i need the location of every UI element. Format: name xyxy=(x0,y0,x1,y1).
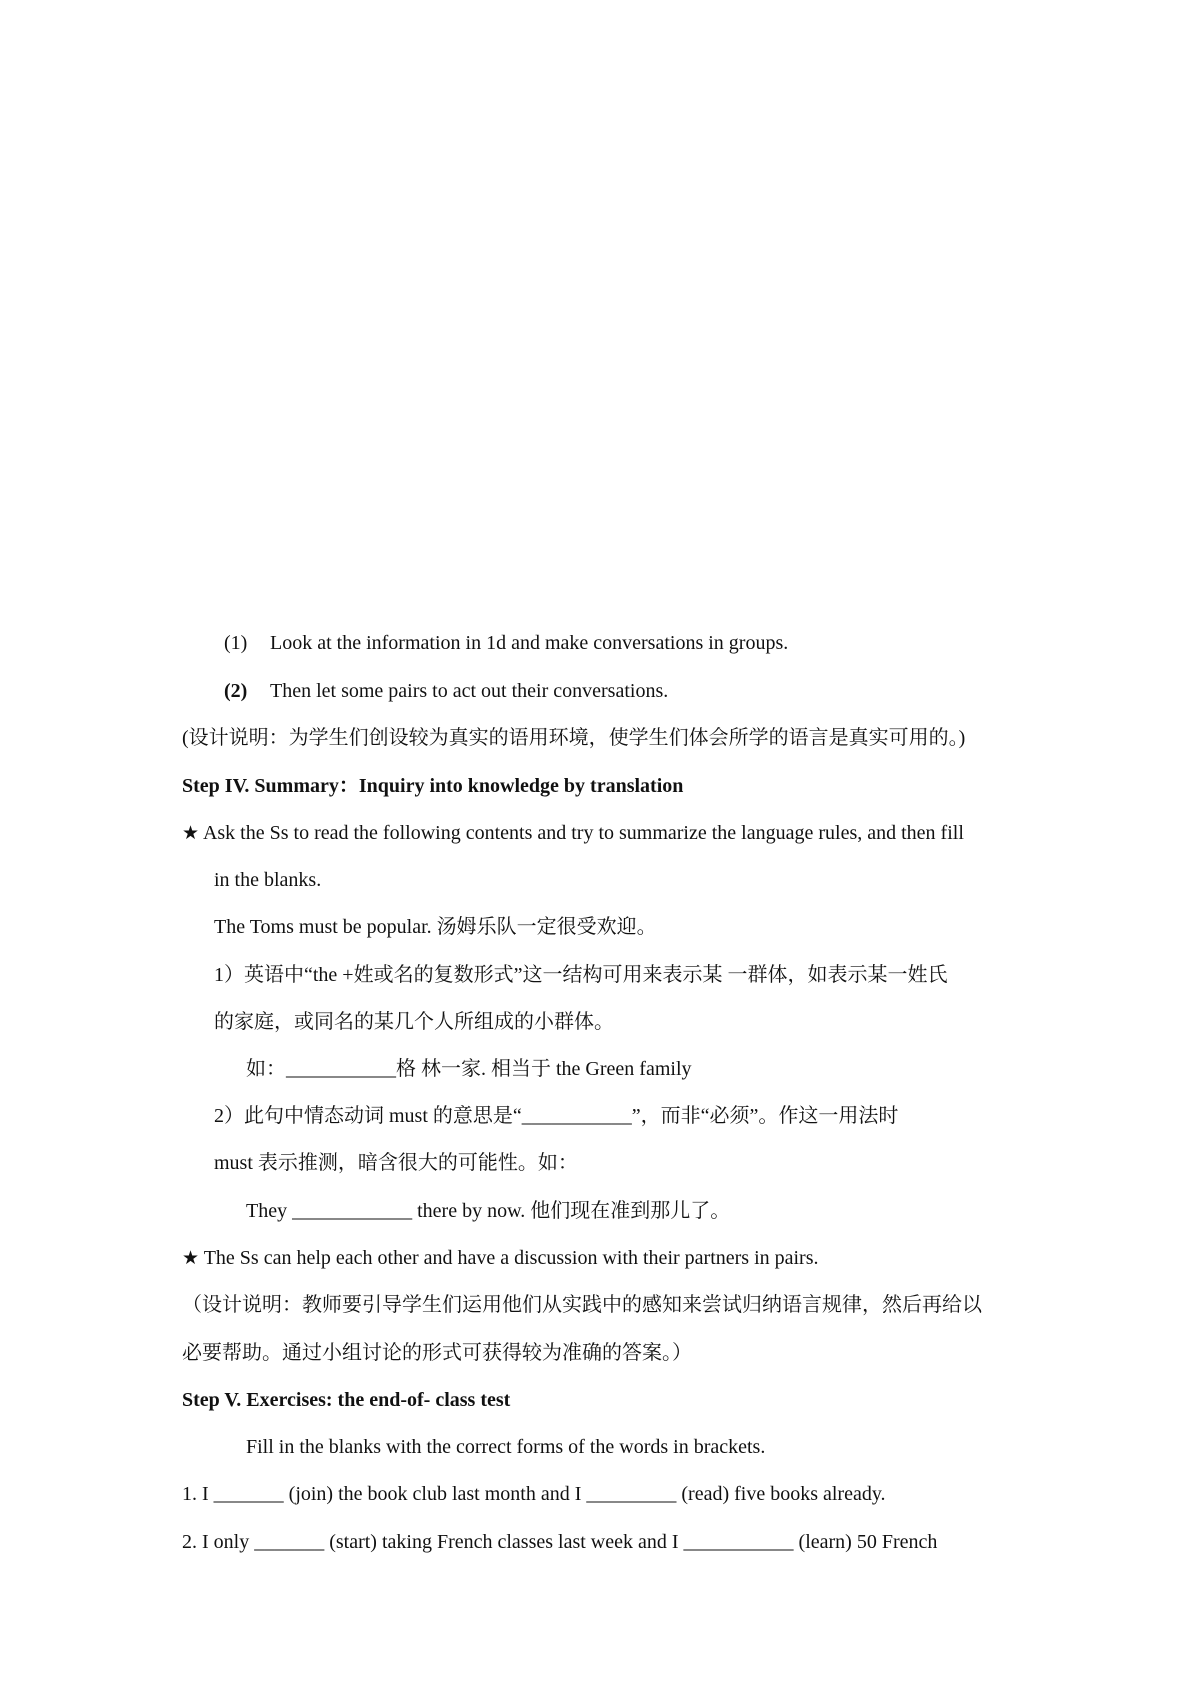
instruction-continuation: in the blanks. xyxy=(214,869,322,891)
rule-1-example: 如：___________格 林一家. 相当于 the Green family xyxy=(246,1058,692,1080)
section-heading: Step V. Exercises: the end-of- class test xyxy=(182,1389,511,1411)
star-icon: ★ xyxy=(182,1247,200,1269)
item-text: Then let some pairs to act out their conversations. xyxy=(270,680,669,702)
rule-2-text: 2）此句中情态动词 must 的意思是“___________”，而非“必须”。作这一用法时 xyxy=(214,1105,899,1127)
activity-item-2 xyxy=(224,678,668,704)
instruction-paragraph xyxy=(182,820,964,846)
rule-2-continuation: must 表示推测，暗含很大的可能性。如： xyxy=(214,1152,578,1174)
design-note-continuation: 必要帮助。通过小组讨论的形式可获得较为准确的答案。） xyxy=(182,1342,692,1364)
exercise-instruction: Fill in the blanks with the correct forms of the words in brackets. xyxy=(246,1436,766,1458)
discussion-paragraph xyxy=(182,1245,819,1271)
exercise-question: 2. I only _______ (start) taking French classes last week and I ___________ (learn) 50 French xyxy=(182,1531,938,1553)
star-icon: ★ xyxy=(182,822,200,844)
design-note: （设计说明：教师要引导学生们运用他们从实践中的感知来尝试归纳语言规律，然后再给以 xyxy=(182,1294,982,1316)
rule-1-continuation: 的家庭，或同名的某几个人所组成的小群体。 xyxy=(214,1011,614,1033)
section-heading: Step IV. Summary：Inquiry into knowledge by translation xyxy=(182,775,684,797)
example-sentence: The Toms must be popular. 汤姆乐队一定很受欢迎。 xyxy=(214,916,657,938)
instruction-text: Ask the Ss to read the following contents and try to summarize the language rules, and then fill xyxy=(202,822,964,844)
activity-item-1 xyxy=(224,630,788,656)
rule-2-example: They ____________ there by now. 他们现在准到那儿了。 xyxy=(246,1200,731,1222)
item-number: (1) xyxy=(224,632,248,654)
item-number: (2) xyxy=(224,680,248,702)
design-note: (设计说明：为学生们创设较为真实的语用环境，使学生们体会所学的语言是真实可用的。) xyxy=(182,727,966,749)
rule-1-text: 1）英语中“the +姓或名的复数形式”这一结构可用来表示某 一群体，如表示某一姓氏 xyxy=(214,964,948,986)
discussion-text: The Ss can help each other and have a discussion with their partners in pairs. xyxy=(203,1247,819,1269)
item-text: Look at the information in 1d and make conversations in groups. xyxy=(270,632,789,654)
exercise-question: 1. I _______ (join) the book club last month and I _________ (read) five books already. xyxy=(182,1483,886,1505)
